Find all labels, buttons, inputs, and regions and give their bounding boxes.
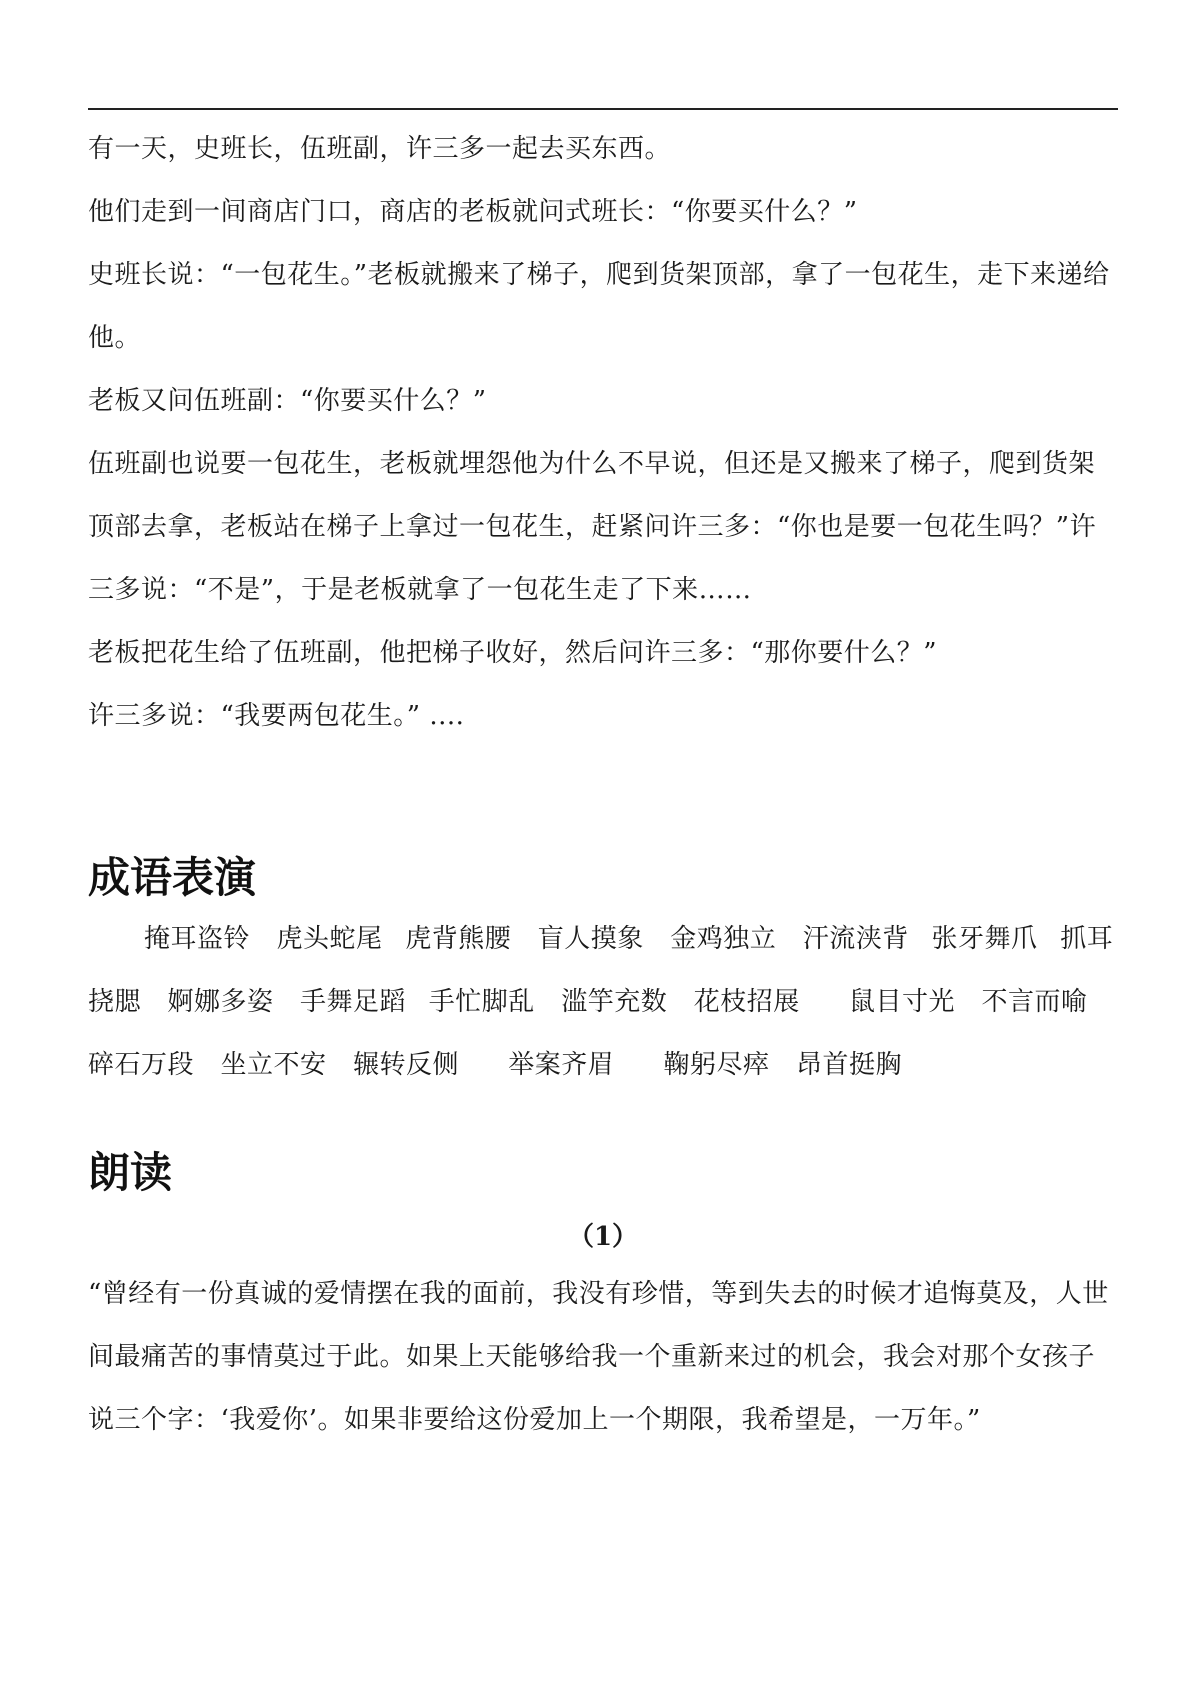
section-spacer [88, 1097, 1118, 1143]
reading-number: （1） [567, 1222, 639, 1252]
document-page [88, 118, 1118, 1452]
story-paragraph: 有一天，史班长，伍班副，许三多一起去买东西。 [88, 134, 672, 164]
story-paragraph: 老板又问伍班副：“你要买什么？” [88, 386, 487, 416]
idioms-list: 掩耳盗铃 虎头蛇尾 虎背熊腰 盲人摸象 金鸡独立 汗流浃背 张牙舞爪 抓耳挠腮 婀娜多姿 手舞足蹈 手忙脚乱 滥竽充数 花枝招展 鼠目寸光 不言而喻 碎石万段 坐立不安 辗转反侧 举案齐眉 鞠躬尽瘁 昂首挺胸 [88, 924, 1115, 1080]
reading-heading: 朗读 [88, 1148, 173, 1197]
story-section [88, 118, 1118, 748]
story-paragraph: 他们走到一间商店门口，商店的老板就问式班长：“你要买什么？” [88, 197, 858, 227]
story-paragraph: 许三多说：“我要两包花生。” .... [88, 701, 465, 731]
story-paragraph: 老板把花生给了伍班副，他把梯子收好，然后问许三多：“那你要什么？” [88, 638, 938, 668]
reading-section [88, 1143, 1118, 1452]
reading-passage: “曾经有一份真诚的爱情摆在我的面前，我没有珍惜，等到失去的时候才追悔莫及，人世间最痛苦的事情莫过于此。如果上天能够给我一个重新来过的机会，我会对那个女孩子说三个字：‘我爱你’。如果非要给这份爱加上一个期限，我希望是，一万年。” [88, 1279, 1109, 1435]
header-rule [88, 108, 1118, 110]
idioms-heading: 成语表演 [88, 853, 257, 902]
story-paragraph: 伍班副也说要一包花生，老板就埋怨他为什么不早说，但还是又搬来了梯子，爬到货架顶部去拿，老板站在梯子上拿过一包花生，赶紧问许三多：“你也是要一包花生吗？”许三多说：“不是”，于是老板就拿了一包花生走了下来…… [88, 449, 1097, 605]
idioms-section [88, 848, 1118, 1097]
story-paragraph: 史班长说：“一包花生。”老板就搬来了梯子，爬到货架顶部，拿了一包花生，走下来递给他。 [88, 260, 1110, 353]
section-spacer [88, 748, 1118, 848]
